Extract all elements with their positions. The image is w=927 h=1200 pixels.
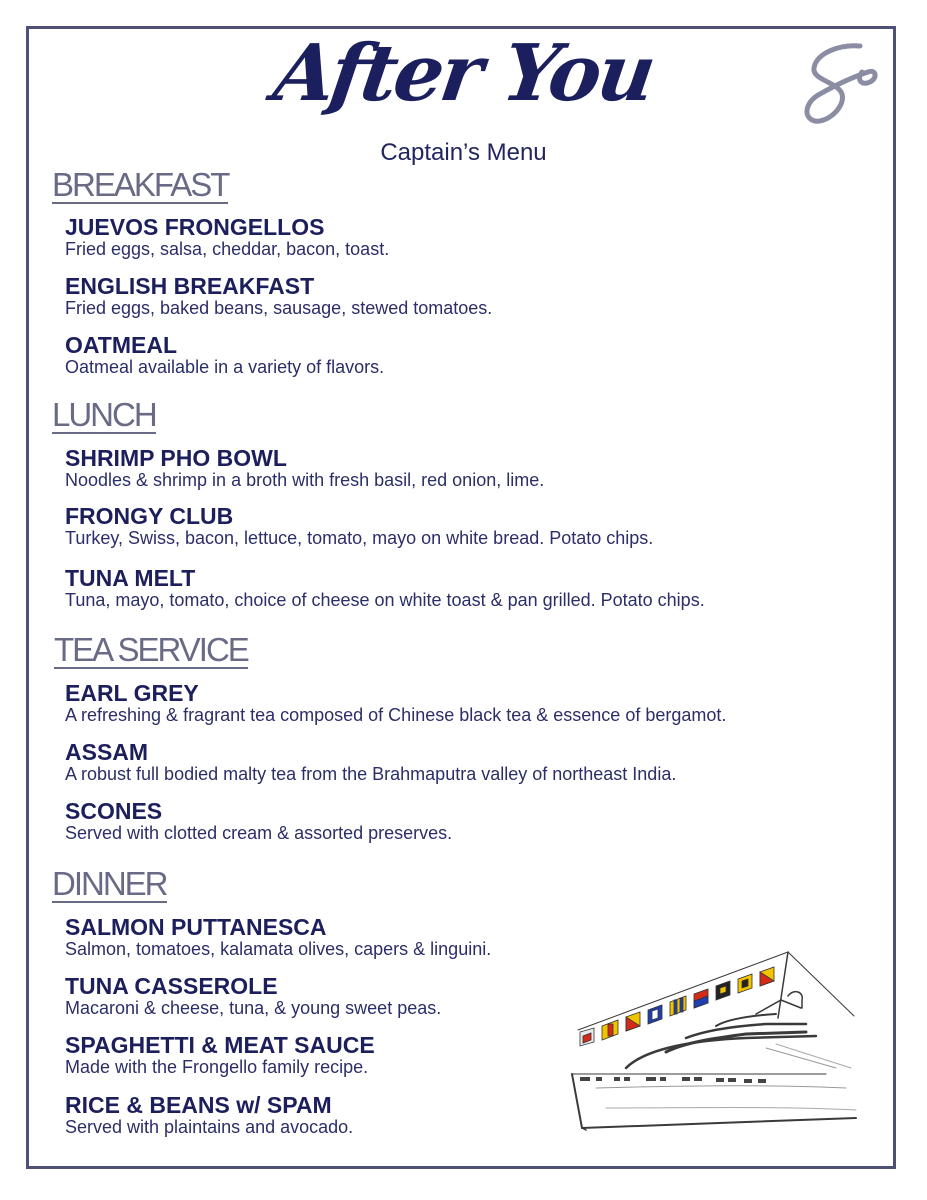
- section-heading-lunch: LUNCH: [52, 396, 156, 433]
- menu-title: After You: [268, 28, 659, 119]
- menu-item: [65, 974, 441, 1018]
- signature-monogram-icon: [798, 38, 882, 130]
- item-name: SPAGHETTI & MEAT SAUCE: [65, 1032, 375, 1058]
- item-name: FRONGY CLUB: [65, 503, 234, 529]
- menu-item: [65, 333, 384, 377]
- menu-item: [65, 915, 491, 959]
- item-name: SALMON PUTTANESCA: [65, 914, 327, 940]
- item-description: Served with clotted cream & assorted preserves.: [65, 823, 453, 843]
- item-name: TUNA CASSEROLE: [65, 973, 278, 999]
- menu-item: [65, 1093, 353, 1137]
- menu-item: [65, 740, 676, 784]
- item-description: Macaroni & cheese, tuna, & young sweet peas.: [65, 998, 442, 1018]
- item-name: ASSAM: [65, 739, 149, 765]
- item-description: Served with plaintains and avocado.: [65, 1117, 354, 1137]
- item-description: A refreshing & fragrant tea composed of Chinese black tea & essence of bergamot.: [65, 705, 727, 725]
- menu-item: [65, 215, 389, 259]
- section-heading-tea-service: TEA SERVICE: [54, 631, 248, 668]
- item-name: RICE & BEANS w/ SPAM: [65, 1092, 332, 1118]
- menu-item: [65, 446, 544, 490]
- item-description: Fried eggs, salsa, cheddar, bacon, toast.: [65, 239, 390, 259]
- item-description: Tuna, mayo, tomato, choice of cheese on white toast & pan grilled. Potato chips.: [65, 590, 705, 610]
- item-name: SCONES: [65, 798, 163, 824]
- section-heading-breakfast: BREAKFAST: [52, 166, 229, 203]
- item-name: JUEVOS FRONGELLOS: [65, 214, 325, 240]
- section-heading-dinner: DINNER: [52, 865, 167, 902]
- item-name: OATMEAL: [65, 332, 178, 358]
- item-name: SHRIMP PHO BOWL: [65, 445, 287, 471]
- item-description: Salmon, tomatoes, kalamata olives, capers & linguini.: [65, 939, 492, 959]
- menu-item: [65, 681, 726, 725]
- menu-item: [65, 566, 705, 610]
- item-description: Fried eggs, baked beans, sausage, stewed tomatoes.: [65, 298, 493, 318]
- item-description: Oatmeal available in a variety of flavors.: [65, 357, 385, 377]
- item-name: TUNA MELT: [65, 565, 196, 591]
- item-description: Made with the Frongello family recipe.: [65, 1057, 369, 1077]
- menu-item: [65, 1033, 375, 1077]
- item-description: Noodles & shrimp in a broth with fresh basil, red onion, lime.: [65, 470, 545, 490]
- menu-item: [65, 799, 452, 843]
- menu-item: [65, 274, 492, 318]
- item-description: Turkey, Swiss, bacon, lettuce, tomato, mayo on white bread. Potato chips.: [65, 528, 654, 548]
- menu-item: [65, 504, 653, 548]
- menu-subtitle: Captain’s Menu: [380, 139, 547, 166]
- yacht-sketch-with-signal-flags-icon: [566, 948, 866, 1138]
- item-name: ENGLISH BREAKFAST: [65, 273, 315, 299]
- item-description: A robust full bodied malty tea from the Brahmaputra valley of northeast India.: [65, 764, 677, 784]
- item-name: EARL GREY: [65, 680, 199, 706]
